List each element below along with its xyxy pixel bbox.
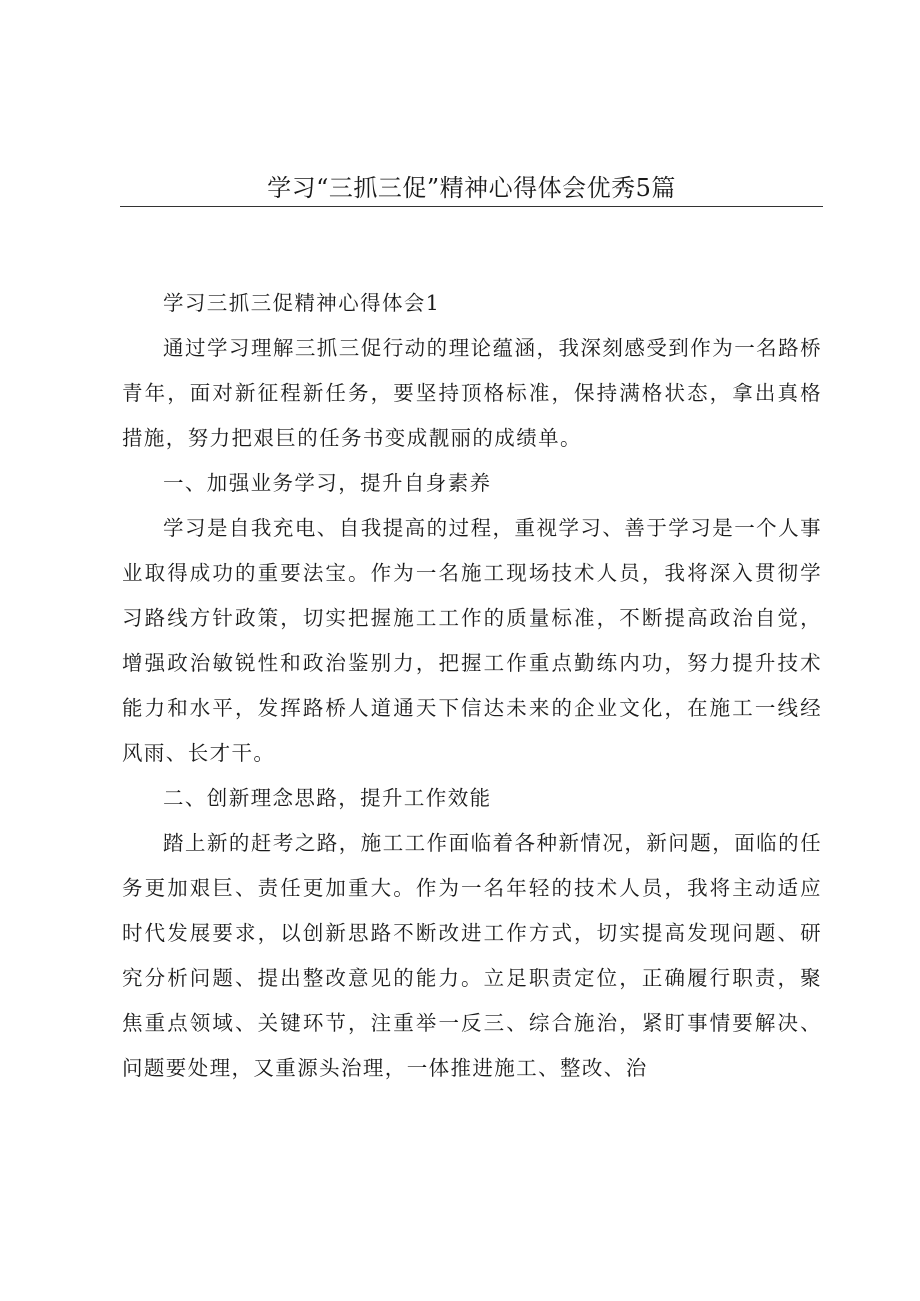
document-body — [122, 281, 822, 1091]
document-title: 学习“三抓三促”精神心得体会优秀5篇 — [267, 174, 676, 202]
section-title: 学习三抓三促精神心得体会1 — [163, 291, 441, 315]
paragraph: 踏上新的赶考之路，施工工作面临着各种新情况，新问题，面临的任务更加艰巨、责任更加重大。作为一名年轻的技术人员，我将主动适应时代发展要求，以创新思路不断改进工作方式，切实提高发现问题、研究分析问题、提出整改意见的能力。立足职责定位，正确履行职责，聚焦重点领域、关键环节，注重举一反三、综合施治，紧盯事情要解决、问题要处理，又重源头治理，一体推进施工、整改、治 — [122, 831, 822, 1080]
title-underline — [120, 206, 823, 207]
paragraph: 学习是自我充电、自我提高的过程，重视学习、善于学习是一个人事业取得成功的重要法宝。作为一名施工现场技术人员，我将深入贯彻学习路线方针政策，切实把握施工工作的质量标准，不断提高政治自觉，增强政治敏锐性和政治鉴别力，把握工作重点勤练内功，努力提升技术能力和水平，发挥路桥人道通天下信达未来的企业文化，在施工一线经风雨、长才干。 — [122, 516, 822, 765]
subheading: 二、创新理念思路，提升工作效能 — [163, 786, 492, 810]
paragraph: 通过学习理解三抓三促行动的理论蕴涵，我深刻感受到作为一名路桥青年，面对新征程新任务，要坚持顶格标准，保持满格状态，拿出真格措施，努力把艰巨的任务书变成靓丽的成绩单。 — [122, 336, 822, 450]
subheading: 一、加强业务学习，提升自身素养 — [163, 471, 492, 495]
